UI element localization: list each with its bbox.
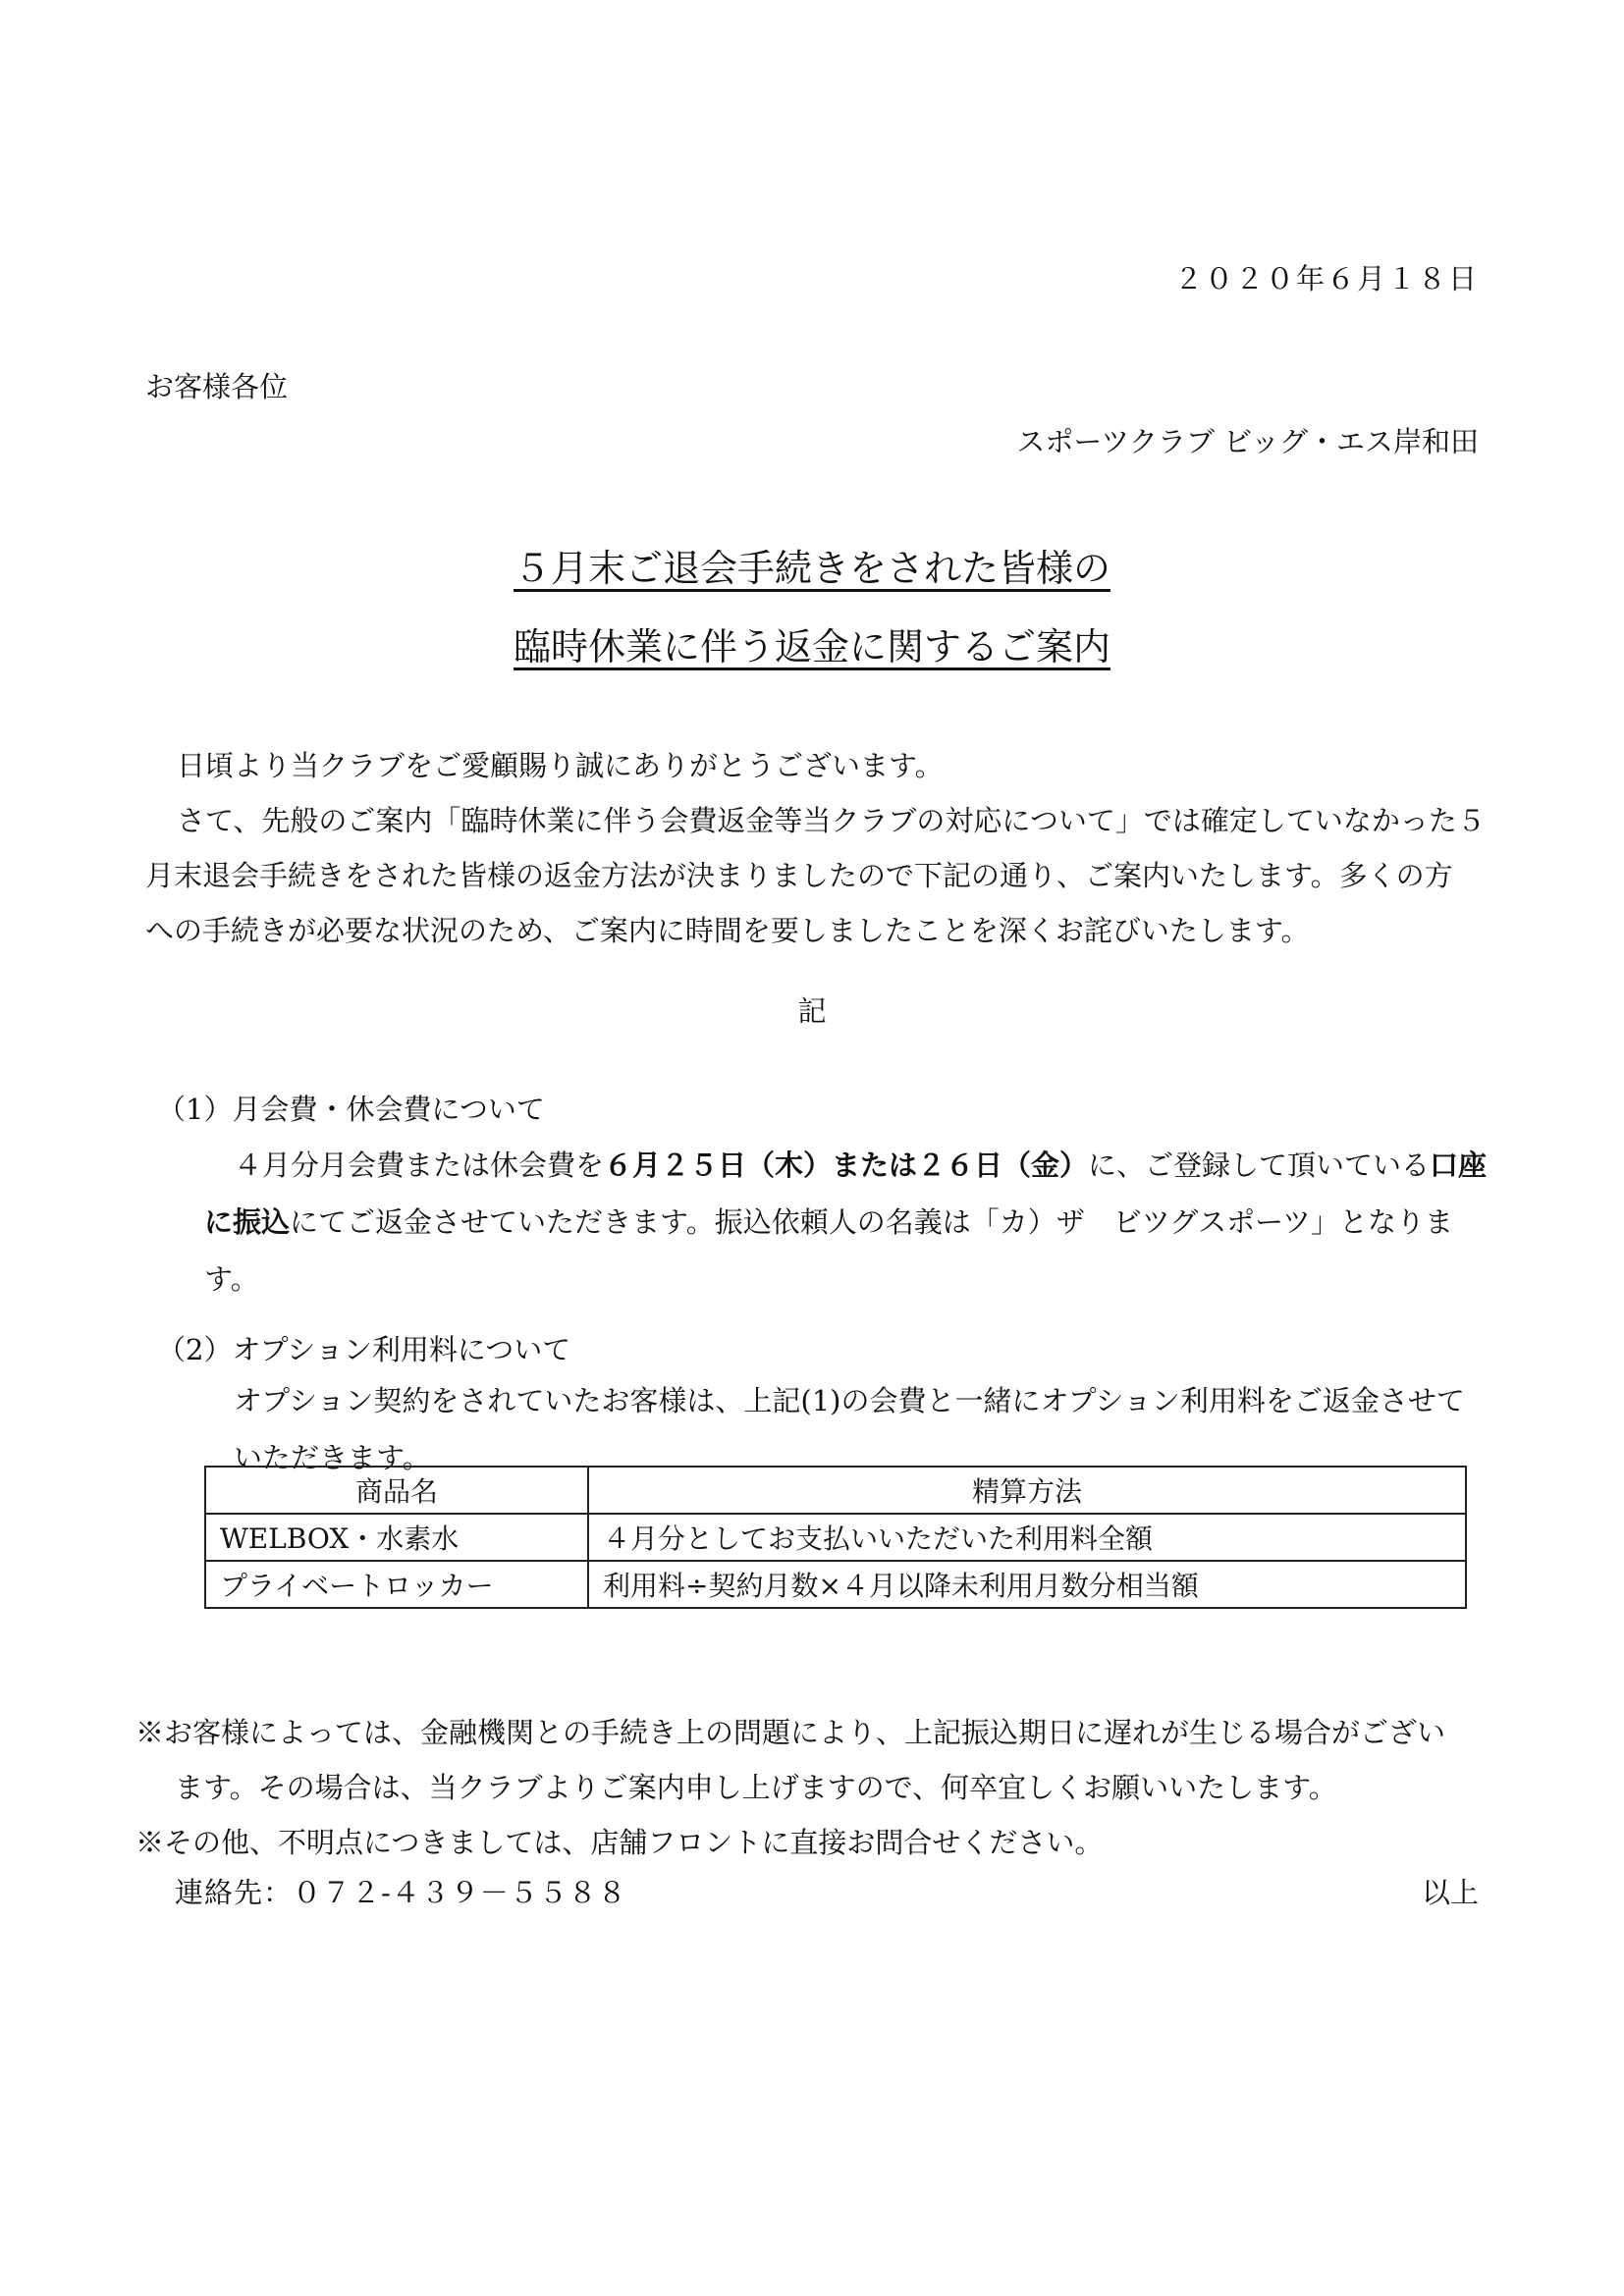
- contact-number: 連絡先：０７２-４３９－５５８８: [175, 1876, 627, 1909]
- section-1-line-1: [234, 1137, 1487, 1194]
- note-1-line-1: ※お客様によっては、金融機関との手続き上の問題により、上記振込期日に遅れが生じる場合がござい: [135, 1716, 1446, 1749]
- notes-block: [135, 1705, 1490, 1870]
- intro-line-4: への手続きが必要な状況のため、ご案内に時間を要しましたことを深くお詫びいたします。: [145, 914, 1310, 947]
- section-1-line-2: [204, 1194, 1487, 1251]
- table-header-row: [205, 1467, 1466, 1514]
- note-1-line-2: ます。その場合は、当クラブよりご案内申し上げますので、何卒宜しくお願いいたします。: [175, 1771, 1337, 1804]
- account-label: 口座: [1430, 1148, 1488, 1182]
- table-cell-method: 利用料÷契約月数×４月以降未利用月数分相当額: [588, 1561, 1466, 1608]
- transfer-label: に振込: [204, 1205, 291, 1239]
- ki-heading: 記: [797, 994, 827, 1028]
- section-1-body: [204, 1137, 1488, 1308]
- recipient: お客様各位: [145, 370, 289, 403]
- table-row: [205, 1514, 1466, 1561]
- transfer-dates: ６月２５日（木）または２６日（金）: [604, 1148, 1089, 1182]
- intro-line-2: さて、先般のご案内「臨時休業に伴う会費返金等当クラブの対応について」では確定していなかった５: [177, 804, 1486, 837]
- intro-paragraph: [145, 738, 1486, 958]
- section-2-heading: （2）オプション利用料について: [157, 1333, 571, 1366]
- section-1-heading: （1）月会費・休会費について: [157, 1093, 545, 1126]
- table-header-method: 精算方法: [588, 1467, 1466, 1514]
- table-row: [205, 1561, 1466, 1608]
- sender-name: スポーツクラブ ビッグ・エス岸和田: [1016, 425, 1479, 458]
- document-title-line-1: ５月末ご退会手続きをされた皆様の: [513, 547, 1110, 590]
- table-header-product: 商品名: [205, 1467, 588, 1514]
- section-1-line-3: す。: [204, 1262, 259, 1296]
- note-2: ※その他、不明点につきましては、店舗フロントに直接お問合せください。: [135, 1826, 1104, 1859]
- section-2-line-1: オプション契約をされていたお客様は、上記(1)の会費と一緒にオプション利用料をご返金させて: [234, 1384, 1465, 1417]
- end-mark: 以上: [1421, 1876, 1479, 1909]
- document-title-line-2: 臨時休業に伴う返金に関するご案内: [513, 625, 1110, 668]
- table-cell-product: プライベートロッカー: [205, 1561, 588, 1608]
- table-cell-method: ４月分としてお支払いいただいた利用料全額: [588, 1514, 1466, 1561]
- intro-line-3: 月末退会手続きをされた皆様の返金方法が決まりましたので下記の通り、ご案内いたします。多くの方: [145, 859, 1453, 892]
- s1-text-c: に、ご登録して頂いている: [1088, 1148, 1431, 1182]
- s1-text-e: にてご返金させていただきます。振込依頼人の名義は「カ）ザ ビツグスポーツ」となりま: [290, 1205, 1453, 1239]
- section-2-line-2: いただきます。: [234, 1441, 431, 1474]
- intro-line-1: 日頃より当クラブをご愛顧賜り誠にありがとうございます。: [177, 749, 944, 782]
- s1-text-a: ４月分月会費または休会費を: [234, 1148, 605, 1182]
- option-fee-table: [204, 1466, 1467, 1609]
- table-cell-product: WELBOX・水素水: [205, 1514, 588, 1561]
- document-date: ２０２０年６月１８日: [1173, 262, 1479, 295]
